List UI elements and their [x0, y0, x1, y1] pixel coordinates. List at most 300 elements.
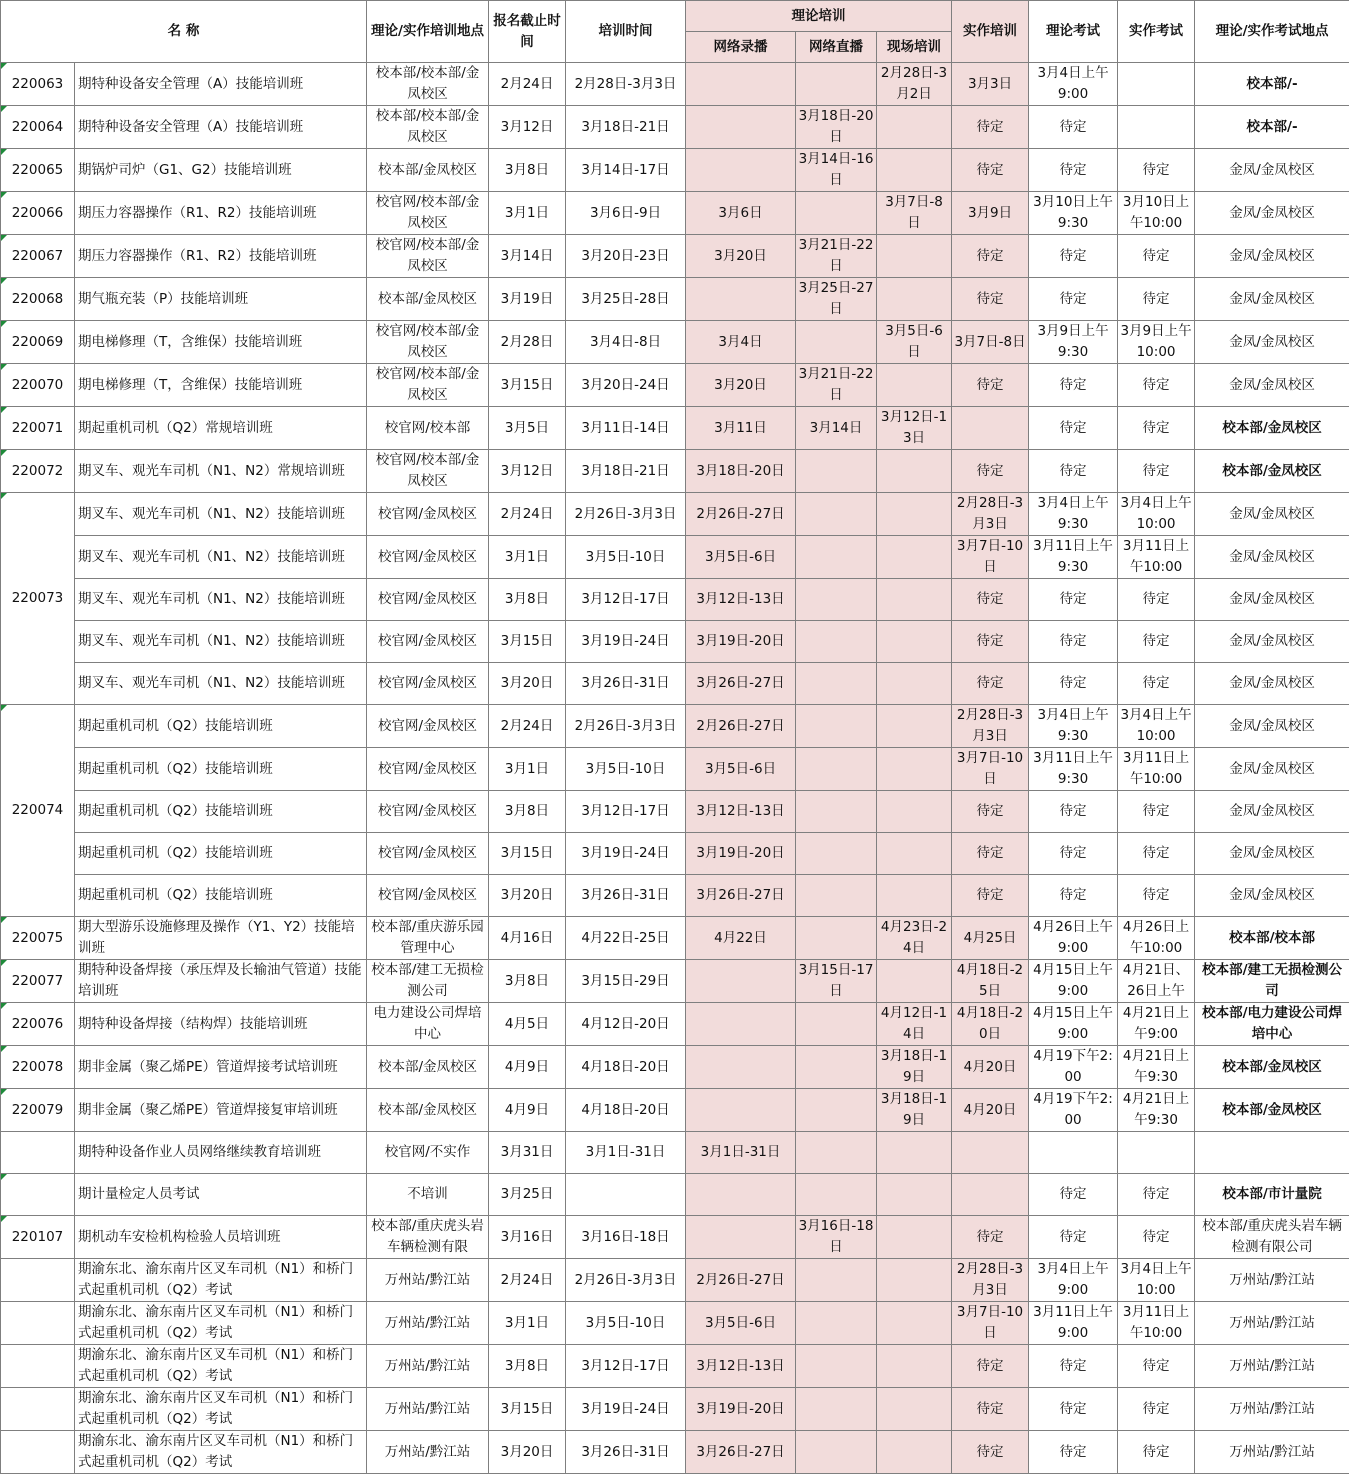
theory-exam: 待定 [1029, 450, 1118, 493]
training-location: 校官网/金凤校区 [367, 579, 489, 621]
exam-location: 校本部/金凤校区 [1195, 450, 1349, 493]
class-code [1, 1174, 75, 1216]
training-location: 校本部/校本部/金凤校区 [367, 63, 489, 106]
training-time: 3月26日-31日 [566, 663, 686, 705]
table-row [1, 278, 1349, 321]
course-name: 期渝东北、渝东南片区叉车司机（N1）和桥门式起重机司机（Q2）考试 [75, 1431, 367, 1474]
online-live [796, 1132, 877, 1174]
theory-exam: 3月10日上午9:30 [1029, 192, 1118, 235]
online-live: 3月15日-17日 [796, 960, 877, 1003]
course-name: 期压力容器操作（R1、R2）技能培训班 [75, 192, 367, 235]
online-recording [686, 1174, 796, 1216]
online-live [796, 192, 877, 235]
table-row [1, 748, 1349, 791]
course-name: 期特种设备焊接（结构焊）技能培训班 [75, 1003, 367, 1046]
theory-exam: 待定 [1029, 875, 1118, 917]
online-recording: 3月19日-20日 [686, 621, 796, 663]
practical-exam: 4月21日上午9:30 [1118, 1046, 1195, 1089]
practical-training: 待定 [952, 1388, 1029, 1431]
practical-training: 待定 [952, 621, 1029, 663]
online-live [796, 621, 877, 663]
practical-exam [1118, 106, 1195, 149]
onsite-training: 4月23日-24日 [877, 917, 952, 960]
theory-exam: 4月19下午2:00 [1029, 1046, 1118, 1089]
online-live [796, 1431, 877, 1474]
training-time: 3月6日-9日 [566, 192, 686, 235]
signup-deadline: 3月25日 [489, 1174, 566, 1216]
training-location: 校官网/金凤校区 [367, 875, 489, 917]
practical-training: 3月7日-10日 [952, 536, 1029, 579]
online-live: 3月14日 [796, 407, 877, 450]
practical-exam: 待定 [1118, 278, 1195, 321]
class-code [1, 407, 75, 450]
class-code [1, 149, 75, 192]
signup-deadline: 3月16日 [489, 1216, 566, 1259]
online-live [796, 917, 877, 960]
table-row [1, 321, 1349, 364]
practical-exam: 待定 [1118, 364, 1195, 407]
course-name: 期渝东北、渝东南片区叉车司机（N1）和桥门式起重机司机（Q2）考试 [75, 1388, 367, 1431]
online-live [796, 1046, 877, 1089]
comment-marker-icon [1, 278, 7, 284]
signup-deadline: 2月24日 [489, 1259, 566, 1302]
onsite-training [877, 1388, 952, 1431]
online-live [796, 1345, 877, 1388]
table-row [1, 149, 1349, 192]
table-row [1, 1132, 1349, 1174]
table-header [1, 1, 1349, 63]
class-code-label: 220067 [12, 248, 64, 264]
table-row [1, 960, 1349, 1003]
training-location: 校官网/校本部/金凤校区 [367, 192, 489, 235]
signup-deadline: 3月20日 [489, 663, 566, 705]
header-location: 理论/实作培训地点 [367, 1, 489, 63]
class-code-label: 220064 [12, 119, 64, 135]
course-name: 期叉车、观光车司机（N1、N2）技能培训班 [75, 579, 367, 621]
class-code-label: 220076 [12, 1016, 64, 1032]
signup-deadline: 3月5日 [489, 407, 566, 450]
onsite-training [877, 705, 952, 748]
practical-exam: 待定 [1118, 621, 1195, 663]
comment-marker-icon [1, 235, 7, 241]
online-recording: 3月20日 [686, 235, 796, 278]
practical-exam: 待定 [1118, 235, 1195, 278]
training-location: 校本部/金凤校区 [367, 149, 489, 192]
practical-training: 待定 [952, 1345, 1029, 1388]
practical-exam: 3月11日上午10:00 [1118, 536, 1195, 579]
exam-location: 金凤/金凤校区 [1195, 579, 1349, 621]
comment-marker-icon [1, 321, 7, 327]
header-online-rec: 网络录播 [686, 32, 796, 63]
signup-deadline: 3月1日 [489, 536, 566, 579]
comment-marker-icon [1, 106, 7, 112]
class-code-label: 220073 [12, 590, 64, 606]
table-row [1, 663, 1349, 705]
onsite-training: 3月7日-8日 [877, 192, 952, 235]
class-code-label: 220075 [12, 930, 64, 946]
table-row [1, 579, 1349, 621]
class-code [1, 1345, 75, 1388]
training-time: 4月22日-25日 [566, 917, 686, 960]
theory-exam: 待定 [1029, 235, 1118, 278]
class-code-label: 220071 [12, 420, 64, 436]
training-time: 3月20日-24日 [566, 364, 686, 407]
signup-deadline: 4月9日 [489, 1089, 566, 1132]
comment-marker-icon [1, 192, 7, 198]
comment-marker-icon [1, 705, 7, 711]
online-recording: 4月22日 [686, 917, 796, 960]
onsite-training [877, 1302, 952, 1345]
signup-deadline: 3月14日 [489, 235, 566, 278]
theory-exam: 3月11日上午9:30 [1029, 536, 1118, 579]
practical-training: 待定 [952, 875, 1029, 917]
signup-deadline: 3月1日 [489, 192, 566, 235]
header-exam-location: 理论/实作考试地点 [1195, 1, 1349, 63]
header-train-time: 培训时间 [566, 1, 686, 63]
header-theory-group: 理论培训 [686, 1, 952, 32]
theory-exam: 待定 [1029, 621, 1118, 663]
comment-marker-icon [1, 407, 7, 413]
signup-deadline: 3月15日 [489, 833, 566, 875]
training-time: 3月4日-8日 [566, 321, 686, 364]
training-time: 3月26日-31日 [566, 1431, 686, 1474]
course-name: 期压力容器操作（R1、R2）技能培训班 [75, 235, 367, 278]
online-live [796, 748, 877, 791]
class-code-label: 220077 [12, 973, 64, 989]
exam-location: 万州站/黔江站 [1195, 1259, 1349, 1302]
training-location: 校本部/金凤校区 [367, 1046, 489, 1089]
onsite-training [877, 833, 952, 875]
online-recording: 3月12日-13日 [686, 1345, 796, 1388]
onsite-training [877, 663, 952, 705]
training-location: 万州站/黔江站 [367, 1431, 489, 1474]
theory-exam: 待定 [1029, 1388, 1118, 1431]
online-recording: 3月18日-20日 [686, 450, 796, 493]
class-code-label: 220066 [12, 205, 64, 221]
training-location: 校官网/校本部 [367, 407, 489, 450]
exam-location: 金凤/金凤校区 [1195, 705, 1349, 748]
table-row [1, 917, 1349, 960]
course-name: 期特种设备作业人员网络继续教育培训班 [75, 1132, 367, 1174]
practical-exam: 3月10日上午10:00 [1118, 192, 1195, 235]
practical-training: 待定 [952, 235, 1029, 278]
course-name: 期电梯修理（T，含维保）技能培训班 [75, 364, 367, 407]
online-live [796, 833, 877, 875]
theory-exam: 待定 [1029, 833, 1118, 875]
online-recording: 3月5日-6日 [686, 748, 796, 791]
practical-training: 待定 [952, 663, 1029, 705]
practical-exam: 4月26日上午10:00 [1118, 917, 1195, 960]
table-row [1, 875, 1349, 917]
onsite-training [877, 621, 952, 663]
table-row [1, 1003, 1349, 1046]
table-row [1, 705, 1349, 748]
practical-training [952, 407, 1029, 450]
onsite-training [877, 106, 952, 149]
course-name: 期叉车、观光车司机（N1、N2）常规培训班 [75, 450, 367, 493]
header-theory-exam: 理论考试 [1029, 1, 1118, 63]
online-live [796, 705, 877, 748]
onsite-training: 3月18日-19日 [877, 1046, 952, 1089]
online-live [796, 1003, 877, 1046]
theory-exam: 3月11日上午9:00 [1029, 1302, 1118, 1345]
online-recording: 3月6日 [686, 192, 796, 235]
header-deadline: 报名截止时间 [489, 1, 566, 63]
exam-location: 校本部/金凤校区 [1195, 1046, 1349, 1089]
comment-marker-icon [1, 1046, 7, 1052]
signup-deadline: 3月15日 [489, 1388, 566, 1431]
practical-exam: 待定 [1118, 149, 1195, 192]
signup-deadline: 3月8日 [489, 1345, 566, 1388]
exam-location: 金凤/金凤校区 [1195, 493, 1349, 536]
practical-training: 3月7日-10日 [952, 1302, 1029, 1345]
online-live [796, 63, 877, 106]
theory-exam: 4月15日上午9:00 [1029, 1003, 1118, 1046]
table-row [1, 1431, 1349, 1474]
training-time [566, 1174, 686, 1216]
practical-exam: 4月21日、26日上午 [1118, 960, 1195, 1003]
online-recording [686, 149, 796, 192]
online-live [796, 875, 877, 917]
class-code [1, 1216, 75, 1259]
training-location: 校官网/校本部/金凤校区 [367, 321, 489, 364]
signup-deadline: 4月5日 [489, 1003, 566, 1046]
training-time: 2月26日-3月3日 [566, 1259, 686, 1302]
online-recording: 3月5日-6日 [686, 1302, 796, 1345]
exam-location: 校本部/市计量院 [1195, 1174, 1349, 1216]
course-name: 期大型游乐设施修理及操作（Y1、Y2）技能培训班 [75, 917, 367, 960]
course-name: 期叉车、观光车司机（N1、N2）技能培训班 [75, 536, 367, 579]
course-name: 期渝东北、渝东南片区叉车司机（N1）和桥门式起重机司机（Q2）考试 [75, 1345, 367, 1388]
course-name: 期起重机司机（Q2）技能培训班 [75, 791, 367, 833]
practical-exam: 待定 [1118, 1216, 1195, 1259]
training-time: 2月28日-3月3日 [566, 63, 686, 106]
practical-training: 待定 [952, 364, 1029, 407]
onsite-training [877, 1216, 952, 1259]
training-time: 3月15日-29日 [566, 960, 686, 1003]
practical-exam: 3月11日上午10:00 [1118, 1302, 1195, 1345]
online-recording: 2月26日-27日 [686, 493, 796, 536]
online-recording: 3月19日-20日 [686, 833, 796, 875]
training-time: 3月14日-17日 [566, 149, 686, 192]
practical-training: 3月3日 [952, 63, 1029, 106]
exam-location: 校本部/金凤校区 [1195, 407, 1349, 450]
practical-exam: 待定 [1118, 407, 1195, 450]
course-name: 期起重机司机（Q2）技能培训班 [75, 705, 367, 748]
course-name: 期特种设备焊接（承压焊及长输油气管道）技能培训班 [75, 960, 367, 1003]
table-row [1, 1174, 1349, 1216]
course-name: 期起重机司机（Q2）技能培训班 [75, 833, 367, 875]
exam-location: 金凤/金凤校区 [1195, 621, 1349, 663]
signup-deadline: 3月15日 [489, 621, 566, 663]
online-live [796, 1388, 877, 1431]
online-recording [686, 63, 796, 106]
course-name: 期气瓶充装（P）技能培训班 [75, 278, 367, 321]
signup-deadline: 4月16日 [489, 917, 566, 960]
table-row [1, 833, 1349, 875]
practical-training: 3月7日-8日 [952, 321, 1029, 364]
theory-exam: 待定 [1029, 1216, 1118, 1259]
onsite-training [877, 791, 952, 833]
training-location: 校官网/校本部/金凤校区 [367, 450, 489, 493]
practical-training: 3月7日-10日 [952, 748, 1029, 791]
training-time: 3月12日-17日 [566, 791, 686, 833]
class-code [1, 705, 75, 917]
practical-training: 待定 [952, 278, 1029, 321]
class-code-label: 220107 [12, 1229, 64, 1245]
training-time: 3月1日-31日 [566, 1132, 686, 1174]
exam-location: 万州站/黔江站 [1195, 1302, 1349, 1345]
practical-training: 待定 [952, 450, 1029, 493]
training-time: 3月12日-17日 [566, 1345, 686, 1388]
signup-deadline: 3月1日 [489, 748, 566, 791]
header-onsite: 现场培训 [877, 32, 952, 63]
theory-exam: 3月11日上午9:30 [1029, 748, 1118, 791]
online-recording: 3月1日-31日 [686, 1132, 796, 1174]
class-code-label: 220078 [12, 1059, 64, 1075]
practical-exam [1118, 63, 1195, 106]
onsite-training [877, 493, 952, 536]
training-location: 校官网/金凤校区 [367, 705, 489, 748]
training-location: 万州站/黔江站 [367, 1259, 489, 1302]
theory-exam: 3月4日上午9:00 [1029, 1259, 1118, 1302]
practical-exam: 待定 [1118, 1174, 1195, 1216]
onsite-training [877, 579, 952, 621]
table-row [1, 493, 1349, 536]
theory-exam: 4月19下午2:00 [1029, 1089, 1118, 1132]
comment-marker-icon [1, 493, 7, 499]
course-name: 期特种设备安全管理（A）技能培训班 [75, 106, 367, 149]
onsite-training [877, 278, 952, 321]
practical-exam [1118, 1132, 1195, 1174]
online-live: 3月21日-22日 [796, 364, 877, 407]
online-recording [686, 106, 796, 149]
course-name: 期特种设备安全管理（A）技能培训班 [75, 63, 367, 106]
training-location: 校官网/金凤校区 [367, 791, 489, 833]
training-time: 3月16日-18日 [566, 1216, 686, 1259]
practical-training: 4月20日 [952, 1089, 1029, 1132]
training-location: 校本部/建工无损检测公司 [367, 960, 489, 1003]
online-live [796, 536, 877, 579]
practical-exam: 待定 [1118, 579, 1195, 621]
practical-exam: 4月21日上午9:30 [1118, 1089, 1195, 1132]
online-live [796, 663, 877, 705]
training-time: 3月20日-23日 [566, 235, 686, 278]
table-row [1, 791, 1349, 833]
online-live [796, 579, 877, 621]
comment-marker-icon [1, 960, 7, 966]
class-code [1, 364, 75, 407]
class-code [1, 1431, 75, 1474]
exam-location: 金凤/金凤校区 [1195, 321, 1349, 364]
signup-deadline: 3月8日 [489, 791, 566, 833]
practical-exam: 3月4日上午10:00 [1118, 705, 1195, 748]
signup-deadline: 2月28日 [489, 321, 566, 364]
training-location: 万州站/黔江站 [367, 1388, 489, 1431]
training-time: 3月19日-24日 [566, 833, 686, 875]
onsite-training [877, 364, 952, 407]
exam-location: 万州站/黔江站 [1195, 1388, 1349, 1431]
theory-exam: 待定 [1029, 791, 1118, 833]
table-row [1, 106, 1349, 149]
online-recording: 2月26日-27日 [686, 705, 796, 748]
training-time: 4月18日-20日 [566, 1089, 686, 1132]
practical-training: 待定 [952, 791, 1029, 833]
table-row [1, 1345, 1349, 1388]
training-time: 3月5日-10日 [566, 1302, 686, 1345]
class-code [1, 192, 75, 235]
online-live [796, 1174, 877, 1216]
practical-training [952, 1174, 1029, 1216]
practical-training: 待定 [952, 106, 1029, 149]
onsite-training [877, 235, 952, 278]
course-name: 期渝东北、渝东南片区叉车司机（N1）和桥门式起重机司机（Q2）考试 [75, 1302, 367, 1345]
training-time: 3月19日-24日 [566, 1388, 686, 1431]
onsite-training [877, 1345, 952, 1388]
theory-exam: 3月4日上午9:30 [1029, 705, 1118, 748]
comment-marker-icon [1, 1216, 7, 1222]
theory-exam: 待定 [1029, 364, 1118, 407]
practical-training: 3月9日 [952, 192, 1029, 235]
practical-training: 2月28日-3月3日 [952, 493, 1029, 536]
exam-location: 金凤/金凤校区 [1195, 192, 1349, 235]
onsite-training: 3月5日-6日 [877, 321, 952, 364]
comment-marker-icon [1, 450, 7, 456]
online-recording [686, 1216, 796, 1259]
course-name: 期叉车、观光车司机（N1、N2）技能培训班 [75, 663, 367, 705]
training-location: 校官网/金凤校区 [367, 663, 489, 705]
training-time: 2月26日-3月3日 [566, 705, 686, 748]
signup-deadline: 2月24日 [489, 63, 566, 106]
training-location: 校官网/校本部/金凤校区 [367, 364, 489, 407]
class-code [1, 1302, 75, 1345]
table-row [1, 235, 1349, 278]
theory-exam: 待定 [1029, 1345, 1118, 1388]
online-live: 3月25日-27日 [796, 278, 877, 321]
exam-location: 金凤/金凤校区 [1195, 536, 1349, 579]
theory-exam: 待定 [1029, 278, 1118, 321]
class-code-label: 220072 [12, 463, 64, 479]
course-name: 期起重机司机（Q2）技能培训班 [75, 748, 367, 791]
theory-exam: 待定 [1029, 1174, 1118, 1216]
theory-exam: 待定 [1029, 149, 1118, 192]
exam-location: 金凤/金凤校区 [1195, 833, 1349, 875]
table-row [1, 536, 1349, 579]
training-time: 3月26日-31日 [566, 875, 686, 917]
onsite-training [877, 1174, 952, 1216]
signup-deadline: 3月8日 [489, 960, 566, 1003]
online-live: 3月16日-18日 [796, 1216, 877, 1259]
course-name: 期叉车、观光车司机（N1、N2）技能培训班 [75, 493, 367, 536]
comment-marker-icon [1, 1174, 7, 1180]
practical-exam: 待定 [1118, 1345, 1195, 1388]
training-time: 3月12日-17日 [566, 579, 686, 621]
theory-exam: 待定 [1029, 663, 1118, 705]
practical-training: 4月18日-20日 [952, 1003, 1029, 1046]
practical-exam: 3月9日上午10:00 [1118, 321, 1195, 364]
online-recording: 3月19日-20日 [686, 1388, 796, 1431]
signup-deadline: 3月12日 [489, 106, 566, 149]
table-body [1, 63, 1349, 1474]
class-code-label: 220074 [12, 802, 64, 818]
exam-location [1195, 1132, 1349, 1174]
online-recording: 3月26日-27日 [686, 875, 796, 917]
header-name: 名 称 [1, 1, 367, 63]
practical-training: 待定 [952, 579, 1029, 621]
training-time: 3月5日-10日 [566, 748, 686, 791]
training-time: 3月11日-14日 [566, 407, 686, 450]
class-code [1, 106, 75, 149]
